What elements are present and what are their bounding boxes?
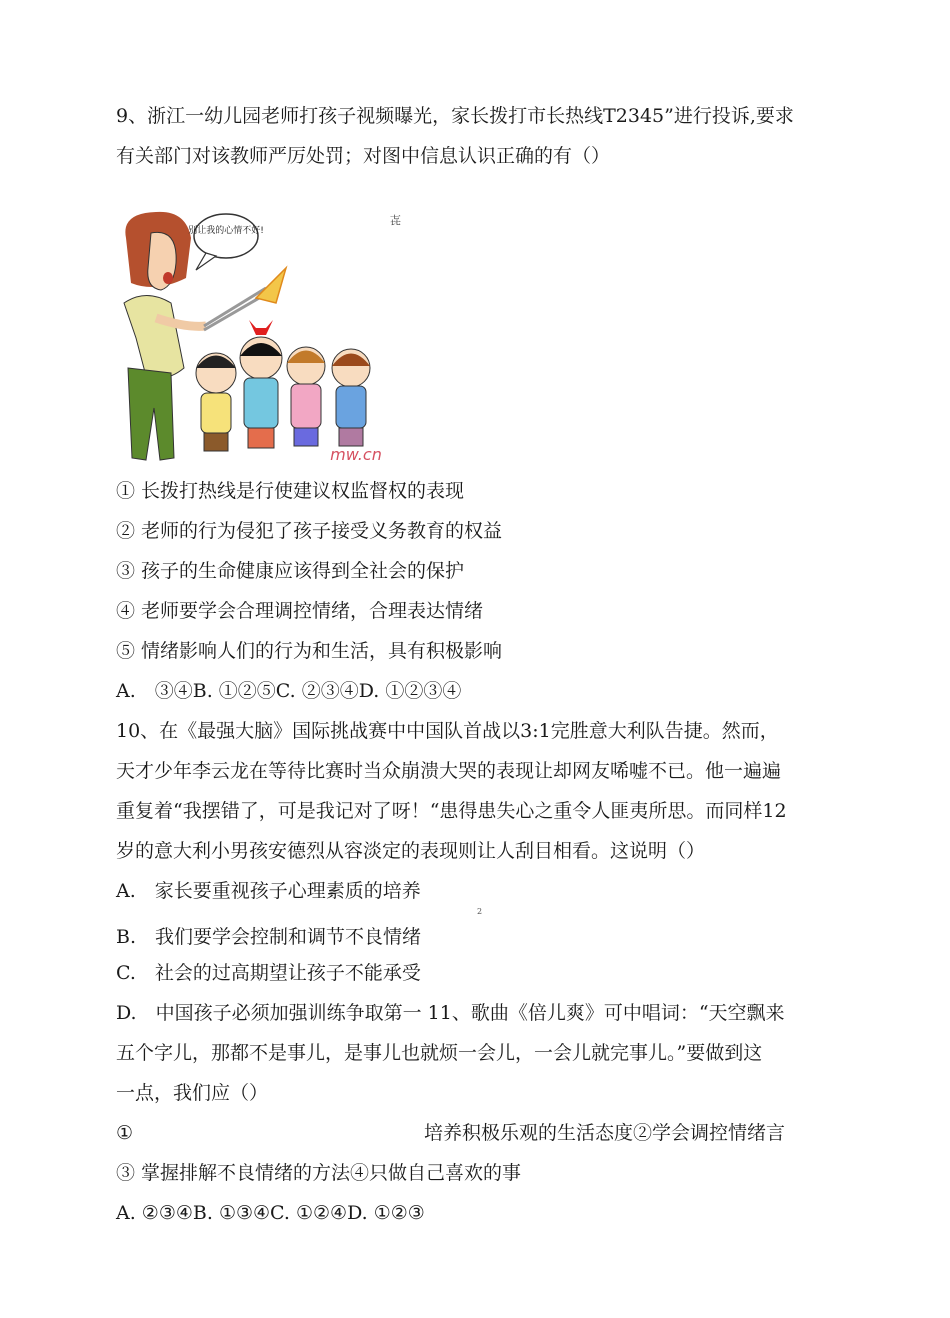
q11-stem-line-2: 一点，我们应（） [116,1082,269,1104]
teacher-shirt [124,296,184,379]
q11-item-1-number: ① [116,1122,134,1144]
q9-option-4: ④ 老师要学会合理调控情绪，合理表达情绪 [116,600,484,622]
child-2 [240,320,282,448]
cartoon-teacher-children-image [116,208,406,470]
watermark-text: mw.cn [330,445,382,464]
flame-icon [256,268,286,303]
q10-stem-line-1: 10、在《最强大脑》国际挑战赛中中国队首战以3:1完胜意大利队告捷。然而， [116,720,779,742]
q11-item-1-text: 培养积极乐观的生活态度②学会调控情绪言 [424,1122,786,1144]
q9-option-3: ③ 孩子的生命健康应该得到全社会的保护 [116,560,465,582]
q10-choice-b: B. 我们要学会控制和调节不良情绪 [116,926,422,948]
speech-bubble-text: 别让我的心情不好! [188,226,264,236]
image-corner-mark: 㐂 [390,214,401,227]
tongs [204,288,266,326]
q10-choice-c: C. 社会的过高期望让孩子不能承受 [116,962,421,984]
page-number-mark: 2 [477,907,483,916]
speech-bubble [194,214,258,258]
q10-stem-line-4: 岁的意大利小男孩安德烈从容淡定的表现则让人刮目相看。这说明（） [116,840,706,862]
q10-stem-line-2: 天才少年李云龙在等待比赛时当众崩溃大哭的表现让却网友唏嘘不已。他一遍遍 [116,760,782,782]
red-bow-icon [249,320,273,335]
q9-stem-line-1: 9、浙江一幼儿园老师打孩子视频曝光，家长拨打市长热线T2345”进行投诉,要求 [116,105,794,127]
child-3 [287,347,325,446]
q9-answer-choices: A. ③④B. ①②⑤C. ②③④D. ①②③④ [116,680,462,702]
q9-option-2: ② 老师的行为侵犯了孩子接受义务教育的权益 [116,520,503,542]
q9-stem-line-2: 有关部门对该教师严厉处罚；对图中信息认识正确的有（） [116,145,611,167]
q9-option-5: ⑤ 情绪影响人们的行为和生活，具有积极影响 [116,640,503,662]
cartoon-illustration [116,208,406,470]
child-1 [196,353,236,451]
child-4 [332,349,370,446]
q11-answer-choices: A. ②③④B. ①③④C. ①②④D. ①②③ [116,1202,425,1224]
teacher-pants [128,368,174,460]
q11-item-3-4: ③ 掌握排解不良情绪的方法④只做自己喜欢的事 [116,1162,522,1184]
q9-option-1: ① 长拨打热线是行使建议权监督权的表现 [116,480,465,502]
teacher-mouth [163,272,173,284]
q11-stem-line-1: 五个字儿，那都不是事儿，是事儿也就烦一会儿，一会儿就完事儿。”要做到这 [116,1042,763,1064]
q10-choice-d-q11-stem: D. 中国孩子必须加强训练争取第一 11、歌曲《倍儿爽》可中唱词：“天空飘来 [116,1002,785,1024]
q10-stem-line-3: 重复着“我摆错了，可是我记对了呀！“患得患失心之重令人匪夷所思。而同样12 [116,800,787,822]
q10-choice-a: A. 家长要重视孩子心理素质的培养 [116,880,421,902]
